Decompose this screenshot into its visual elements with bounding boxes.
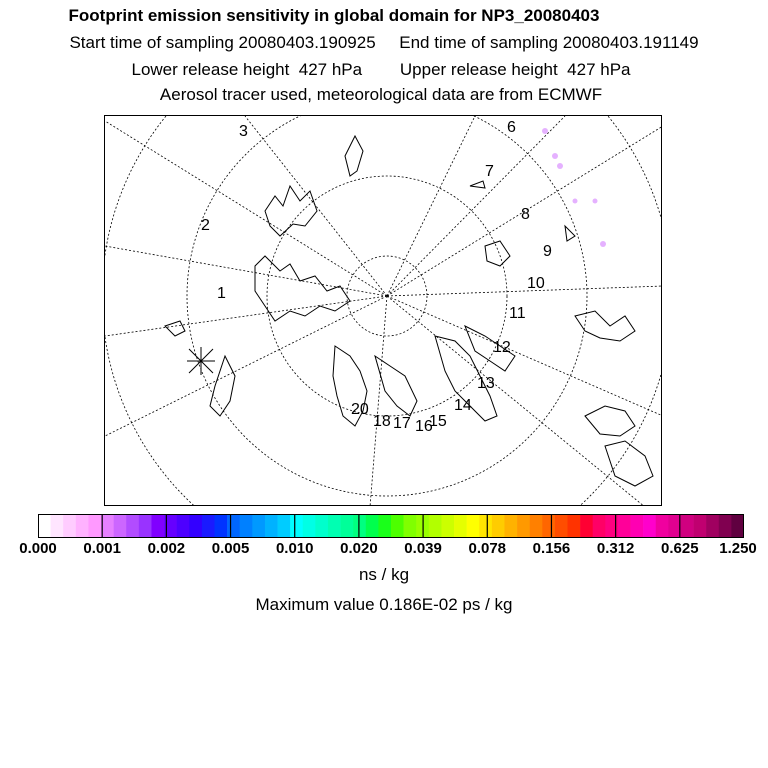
track-label: 9 [543,243,552,260]
color-scale-swatch [568,514,581,538]
tracer-info-line: Aerosol tracer used, meteorological data are from ECMWF [159,85,603,104]
maximum-value-label: Maximum value 0.186E-02 ps / kg [255,595,513,614]
color-scale-swatch [366,514,379,538]
color-scale-swatch [517,514,530,538]
track-label: 13 [477,375,495,392]
color-scale-swatch [681,514,694,538]
color-scale-tick-label: 0.156 [532,540,571,557]
color-scale-swatch [303,514,316,538]
track-label: 17 [393,415,411,432]
release-site-marker [187,347,215,375]
color-scale-bar [38,514,744,538]
color-scale-swatch [593,514,606,538]
color-scale-swatch [492,514,505,538]
color-scale-swatch [341,514,354,538]
color-scale-swatch [151,514,164,538]
color-scale-swatch [454,514,467,538]
color-scale-swatch [252,514,265,538]
color-scale-swatch [114,514,127,538]
color-scale-tick-label: 0.312 [596,540,635,557]
track-label: 15 [429,413,447,430]
track-label: 3 [239,123,248,140]
color-scale-tick-label: 0.625 [661,540,699,557]
color-scale-swatch [479,514,492,538]
color-scale-swatch [315,514,328,538]
color-scale-tick-label: 1.250 [719,540,757,557]
color-scale-swatch [542,514,555,538]
coastlines [165,136,653,486]
color-scale-swatch [88,514,101,538]
track-label: 1 [217,285,226,302]
color-scale-tick-label: 0.039 [404,540,442,557]
color-scale-swatch [215,514,228,538]
color-scale-swatch [467,514,480,538]
color-scale-tick-label: 0.002 [147,540,186,557]
color-scale-swatch [530,514,543,538]
color-scale-swatch [631,514,644,538]
polar-map [104,115,662,506]
color-scale-swatch [580,514,593,538]
track-label: 7 [485,163,494,180]
plot-title: Footprint emission sensitivity in global domain for NP3_20080403 [68,6,600,25]
color-scale-tick-label: 0.078 [468,540,507,557]
color-scale-tick-label: 0.001 [83,540,121,557]
color-scale-swatch [618,514,631,538]
sensitivity-shading [542,128,606,247]
release-height-line: Lower release height 427 hPa Upper release height 427 hPa [131,60,631,79]
color-scale-swatch [63,514,76,538]
color-scale-swatch [139,514,152,538]
track-label: 12 [493,339,511,356]
color-scale-swatch [76,514,89,538]
track-label: 14 [454,397,472,414]
color-scale-tick-label: 0.000 [19,540,57,557]
color-scale-swatch [265,514,278,538]
color-scale-swatch [555,514,568,538]
track-label: 10 [527,275,545,292]
color-scale-tick-label: 0.010 [275,540,314,557]
track-label: 11 [509,305,526,322]
color-scale-tick-label: 0.005 [211,540,250,557]
color-scale-swatch [605,514,618,538]
color-scale-units: ns / kg [358,565,410,584]
color-scale-swatch [643,514,656,538]
track-label: 2 [201,217,210,234]
color-scale-swatch [391,514,404,538]
color-scale-swatch [504,514,517,538]
color-scale-swatch [441,514,454,538]
color-scale-swatch [177,514,190,538]
color-scale-swatch [51,514,64,538]
sampling-time-line: Start time of sampling 20080403.190925 End time of sampling 20080403.191149 [69,33,699,52]
color-scale-swatch [706,514,719,538]
color-scale-swatch [719,514,732,538]
track-label: 20 [351,401,369,418]
color-scale-swatch [694,514,707,538]
color-scale-swatch [278,514,291,538]
track-label: 18 [373,413,391,430]
color-scale-swatch [353,514,366,538]
color-scale-swatch [227,514,240,538]
color-scale-swatch [378,514,391,538]
color-scale-swatch [656,514,669,538]
color-scale-swatch [290,514,303,538]
color-scale-swatch [429,514,442,538]
track-label: 6 [507,119,516,136]
color-scale-swatch [126,514,139,538]
track-label: 8 [521,206,530,223]
color-scale-swatch [731,514,744,538]
map-graticule [105,116,662,506]
color-scale-swatch [404,514,417,538]
color-scale-swatch [202,514,215,538]
color-scale-swatch [38,514,51,538]
color-scale-swatch [328,514,341,538]
track-label: 16 [415,418,433,435]
color-scale-swatch [101,514,114,538]
color-scale-tick-label: 0.020 [340,540,378,557]
color-scale-swatch [240,514,253,538]
color-scale-swatch [189,514,202,538]
